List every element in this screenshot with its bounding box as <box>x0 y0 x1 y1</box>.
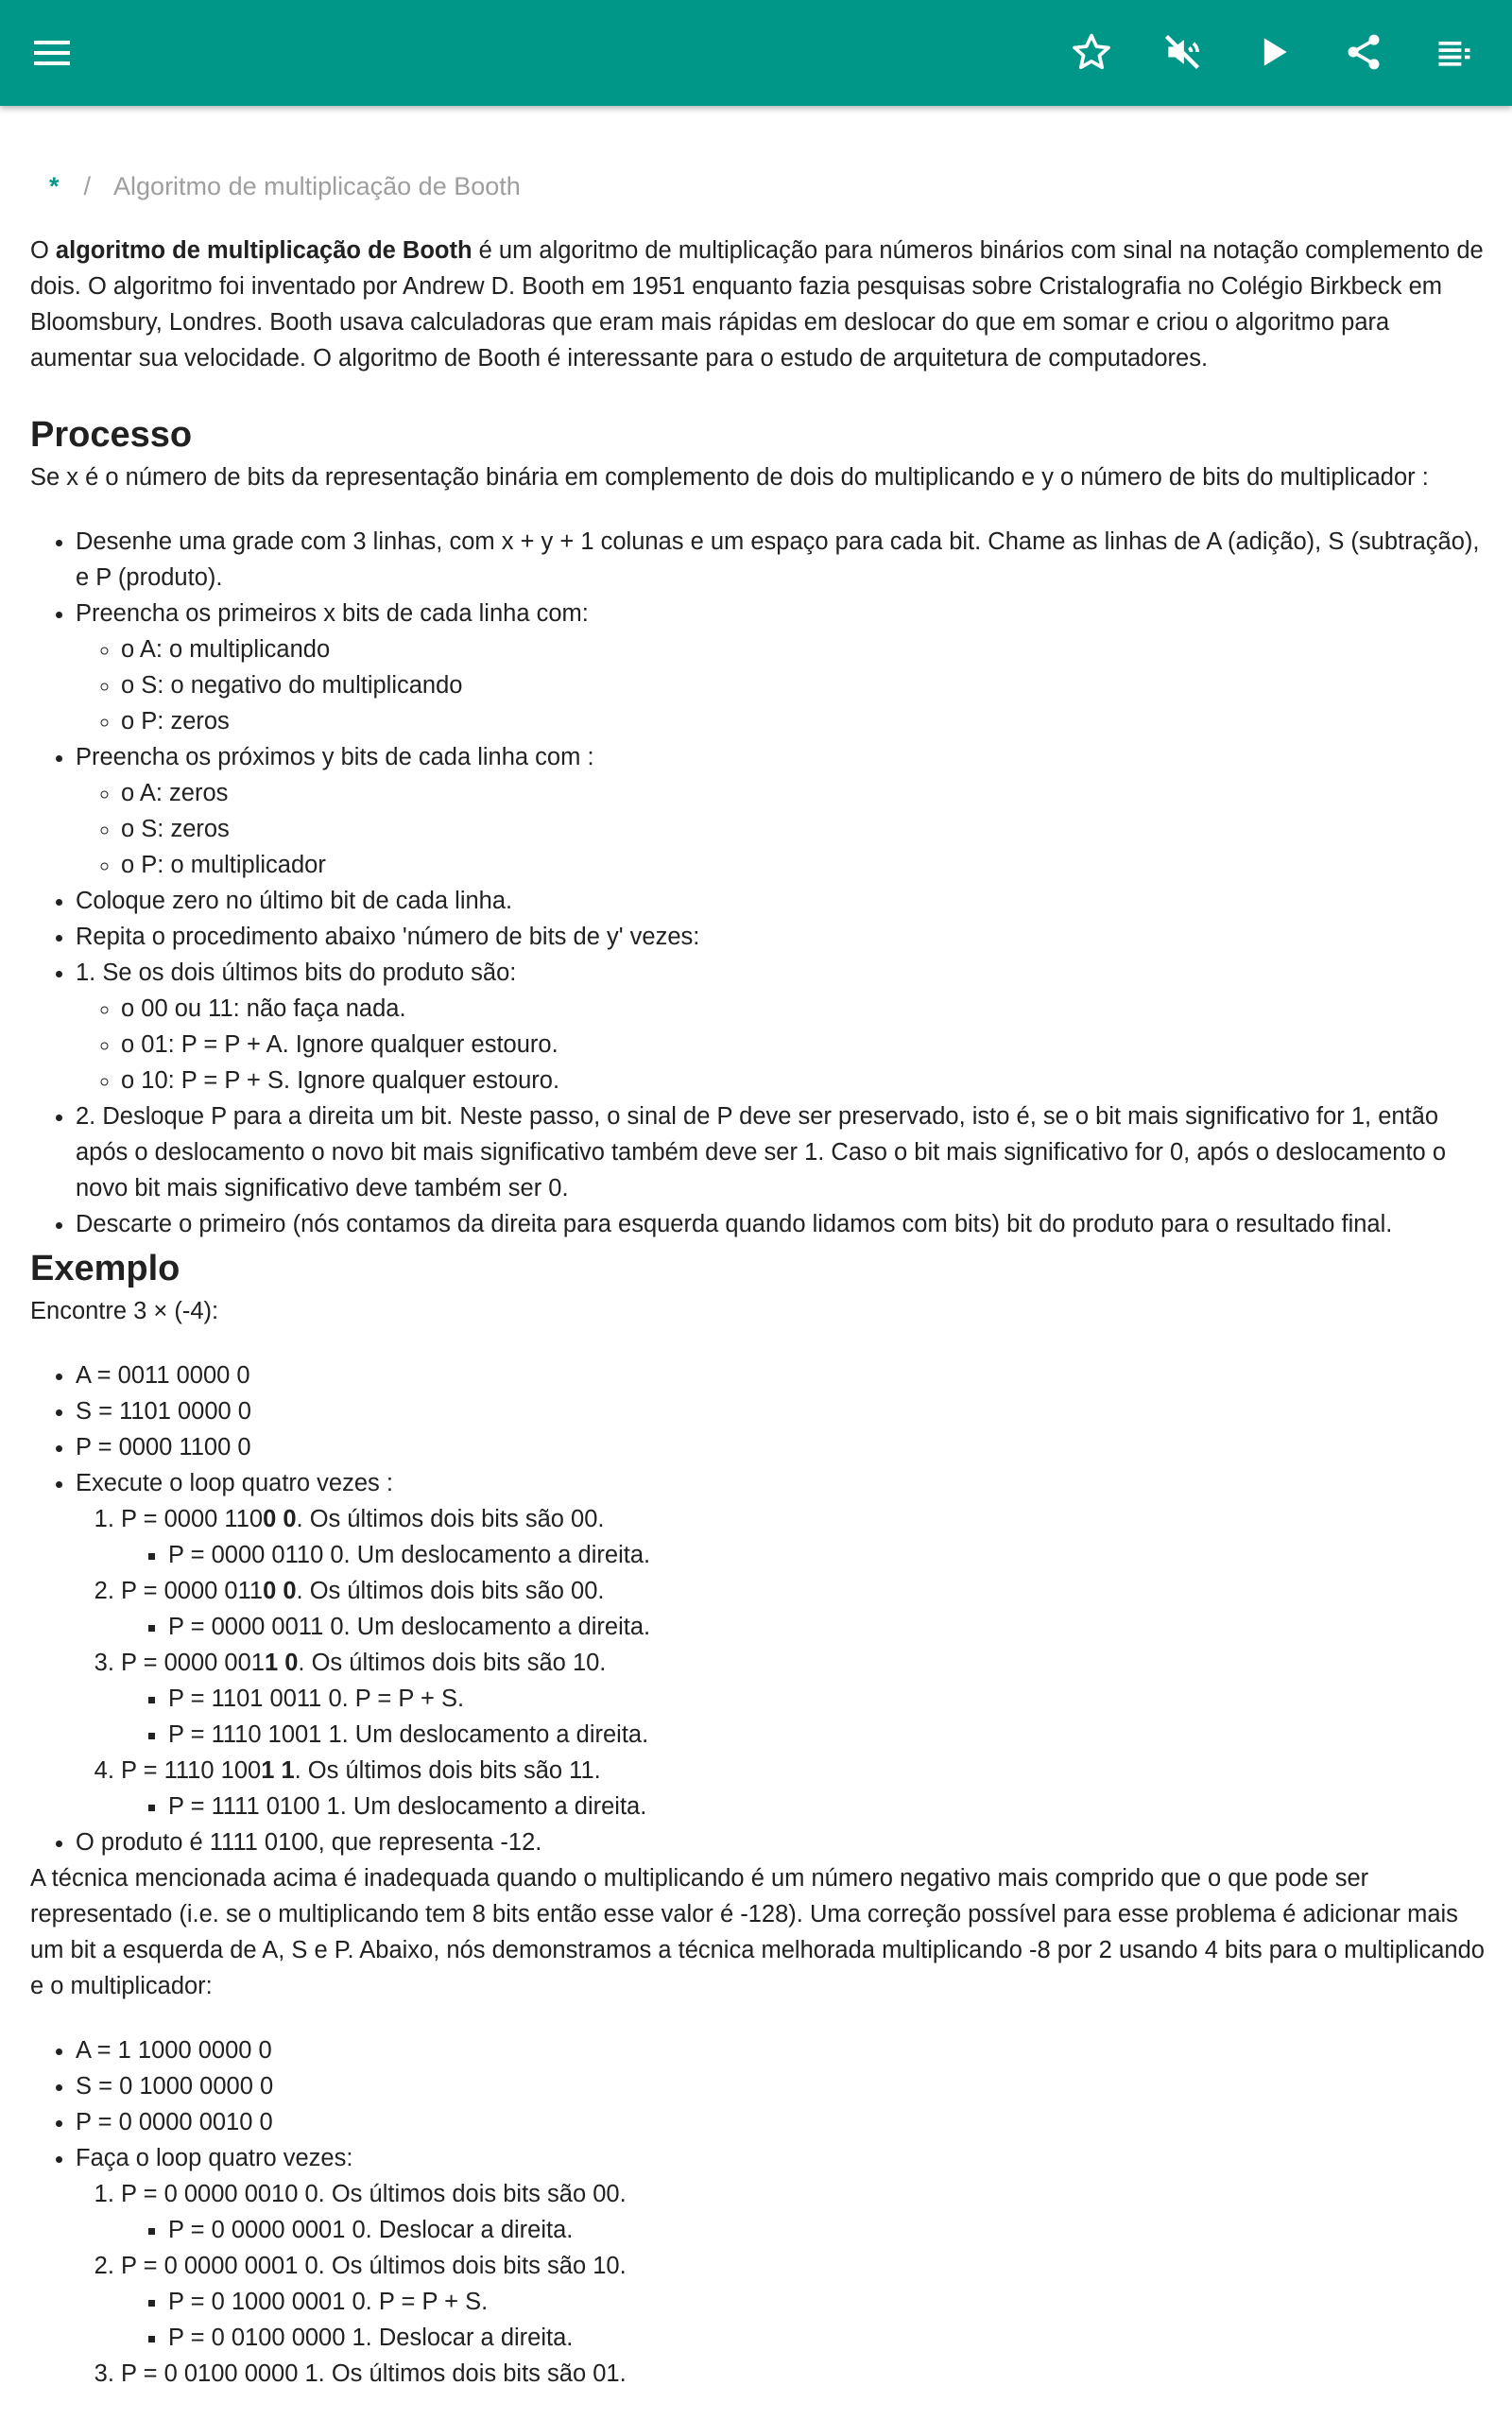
step-item: 1. P = 0 0000 0010 0. Os últimos dois bits são 00. ▪ P = 0 0000 0001 0. Deslocar a direita. <box>121 2176 1486 2248</box>
list-item: • Preencha os próximos y bits de cada linha com : ◦ o A: zeros ◦ o S: zeros ◦ o P: o multiplicador <box>76 739 1486 883</box>
list-item: ◦ o A: o multiplicando <box>121 631 1486 667</box>
list-item: ◦ o S: o negativo do multiplicando <box>121 667 1486 703</box>
section-heading-processo: Processo <box>30 415 193 455</box>
list-item: ▪ P = 1101 0011 0. P = P + S. <box>168 1681 1486 1717</box>
step-item: 1. P = 0000 1100 0. Os últimos dois bits são 00. ▪ P = 0000 0110 0. Um deslocamento a direita. <box>121 1501 1486 1573</box>
breadcrumb-home[interactable]: * <box>49 172 60 200</box>
processo-lead: Se x é o número de bits da representação binária em complemento de dois do multiplicando e y o número de bits do multiplicador : <box>30 464 1429 491</box>
section-heading-exemplo: Exemplo <box>30 1249 180 1288</box>
list-item: ◦ o A: zeros <box>121 775 1486 811</box>
playlist-icon[interactable] <box>1425 23 1484 81</box>
intro-rest: é um algoritmo de multiplicação para números binários com sinal na notação complemento de dois. O algoritmo foi inventado por Andrew D. Booth em 1951 enquanto fazia pesquisas sobre Cristalografia no Colégio Birkbeck em Bloomsbury, Londres. Booth usava calculadoras que eram mais rápidas em deslocar do que em somar e criou o algoritmo para aumentar sua velocidade. O algoritmo de Booth é interessante para o estudo de arquitetura de computadores. <box>30 237 1484 372</box>
list-item: ▪ P = 0000 0011 0. Um deslocamento a direita. <box>168 1609 1486 1645</box>
list-item: ▪ P = 0 1000 0001 0. P = P + S. <box>168 2284 1486 2320</box>
breadcrumb-current: Algoritmo de multiplicação de Booth <box>113 172 521 200</box>
list-item: • A = 1 1000 0000 0 <box>76 2032 1486 2068</box>
menu-icon[interactable] <box>32 32 74 74</box>
list-item: ◦ o P: o multiplicador <box>121 847 1486 883</box>
list-item: • A = 0011 0000 0 <box>76 1357 1486 1393</box>
step-item: 2. P = 0 0000 0001 0. Os últimos dois bits são 10. ▪ P = 0 1000 0001 0. P = P + S. ▪ P = 0 0100 0000 1. Deslocar a direita. <box>121 2248 1486 2356</box>
list-item: • Faça o loop quatro vezes: 1. P = 0 0000 0010 0. Os últimos dois bits são 00. ▪ P = 0 0000 0001 0. Deslocar a direita. 2. P = 0 0000 0001 0. Os últimos dois bits são 10. ▪ P = 0 1000 0001 0. P = P + S. ▪ P = 0 0100 0000 1. Deslocar a direita. 3. P = 0 0100 0000 1. Os últimos dois bits são 01. <box>76 2140 1486 2392</box>
list-item: ◦ o 10: P = P + S. Ignore qualquer estouro. <box>121 1063 1486 1098</box>
list-item: ◦ o 00 ou 11: não faça nada. <box>121 991 1486 1027</box>
step-item: 4. P = 1110 1001 1. Os últimos dois bits são 11. ▪ P = 1111 0100 1. Um deslocamento a direita. <box>121 1753 1486 1824</box>
list-item: • S = 0 1000 0000 0 <box>76 2068 1486 2104</box>
list-item: ◦ o P: zeros <box>121 703 1486 739</box>
list-item: • Desenhe uma grade com 3 linhas, com x + y + 1 colunas e um espaço para cada bit. Chame as linhas de A (adição), S (subtração), e P (produto). <box>76 524 1486 596</box>
list-item: • O produto é 1111 0100, que representa -12. <box>76 1824 1486 1860</box>
list-item: ▪ P = 0 0100 0000 1. Deslocar a direita. <box>168 2320 1486 2356</box>
processo-list <box>30 524 1486 1242</box>
exemplo2-list <box>30 2032 1486 2392</box>
volume-off-icon[interactable] <box>1153 23 1211 81</box>
step-item: 3. P = 0000 0011 0. Os últimos dois bits são 10. ▪ P = 1101 0011 0. P = P + S. ▪ P = 1110 1001 1. Um deslocamento a direita. <box>121 1645 1486 1753</box>
share-icon[interactable] <box>1334 23 1393 81</box>
list-item: • Descarte o primeiro (nós contamos da direita para esquerda quando lidamos com bits) bit do produto para o resultado final. <box>76 1206 1486 1242</box>
list-item: ▪ P = 0000 0110 0. Um deslocamento a direita. <box>168 1537 1486 1573</box>
article-content <box>30 142 1486 2392</box>
list-item: ◦ o 01: P = P + A. Ignore qualquer estouro. <box>121 1027 1486 1063</box>
list-item: ▪ P = 1111 0100 1. Um deslocamento a direita. <box>168 1789 1486 1824</box>
list-item: ▪ P = 0 0000 0001 0. Deslocar a direita. <box>168 2212 1486 2248</box>
breadcrumb-separator: / <box>83 172 92 200</box>
exemplo-lead: Encontre 3 × (-4): <box>30 1298 219 1324</box>
list-item: • Preencha os primeiros x bits de cada linha com: ◦ o A: o multiplicando ◦ o S: o negativo do multiplicando ◦ o P: zeros <box>76 596 1486 739</box>
list-item: ◦ o S: zeros <box>121 811 1486 847</box>
exemplo-paragraph: A técnica mencionada acima é inadequada quando o multiplicando é um número negativo mais comprido que o que pode ser representado (i.e. se o multiplicando tem 8 bits então esse valor é -128). Uma correção possível para esse problema é adicionar mais um bit a esquerda de A, S e P. Abaixo, nós demonstramos a técnica melhorada multiplicando -8 por 2 usando 4 bits para o multiplicando e o multiplicador: <box>30 1865 1485 1999</box>
step-item: 3. P = 0 0100 0000 1. Os últimos dois bits são 01. <box>121 2356 1486 2392</box>
exemplo-list <box>30 1357 1486 1860</box>
intro-paragraph <box>30 233 1486 376</box>
list-item: ▪ P = 1110 1001 1. Um deslocamento a direita. <box>168 1717 1486 1753</box>
star-icon[interactable] <box>1062 23 1121 81</box>
list-item: • Coloque zero no último bit de cada linha. <box>76 883 1486 919</box>
list-item: • Repita o procedimento abaixo 'número de bits de y' vezes: <box>76 919 1486 955</box>
list-item: • 1. Se os dois últimos bits do produto são: ◦ o 00 ou 11: não faça nada. ◦ o 01: P = P + A. Ignore qualquer estouro. ◦ o 10: P = P + S. Ignore qualquer estouro. <box>76 955 1486 1098</box>
intro-bold: algoritmo de multiplicação de Booth <box>55 237 472 264</box>
list-item: • P = 0 0000 0010 0 <box>76 2104 1486 2140</box>
list-item: • Execute o loop quatro vezes : 1. P = 0000 1100 0. Os últimos dois bits são 00. ▪ P = 0000 0110 0. Um deslocamento a direita. 2. P = 0000 0110 0. Os últimos dois bits são 00. ▪ P = 0000 0011 0. Um deslocamento a direita. 3. P = 0000 0011 0. Os últimos dois bits são 10. ▪ P = 1101 0011 0. P = P + S. ▪ P = 1110 1001 1. Um deslocamento a direita. 4. P = 1110 1001 1. Os últimos dois bits são 11. ▪ P = 1111 0100 1. Um deslocamento a direita. <box>76 1465 1486 1824</box>
app-bar <box>0 0 1512 106</box>
list-item: • 2. Desloque P para a direita um bit. Neste passo, o sinal de P deve ser preservado, isto é, se o bit mais significativo for 1, então após o deslocamento o novo bit mais significativo também deve ser 1. Caso o bit mais significativo for 0, após o deslocamento o novo bit mais significativo deve também ser 0. <box>76 1098 1486 1206</box>
toolbar-actions <box>1062 23 1484 81</box>
list-item: • P = 0000 1100 0 <box>76 1429 1486 1465</box>
play-icon[interactable] <box>1244 23 1302 81</box>
list-item: • S = 1101 0000 0 <box>76 1393 1486 1429</box>
breadcrumb <box>49 168 1486 204</box>
step-item: 2. P = 0000 0110 0. Os últimos dois bits são 00. ▪ P = 0000 0011 0. Um deslocamento a direita. <box>121 1573 1486 1645</box>
intro-prefix: O <box>30 237 56 264</box>
